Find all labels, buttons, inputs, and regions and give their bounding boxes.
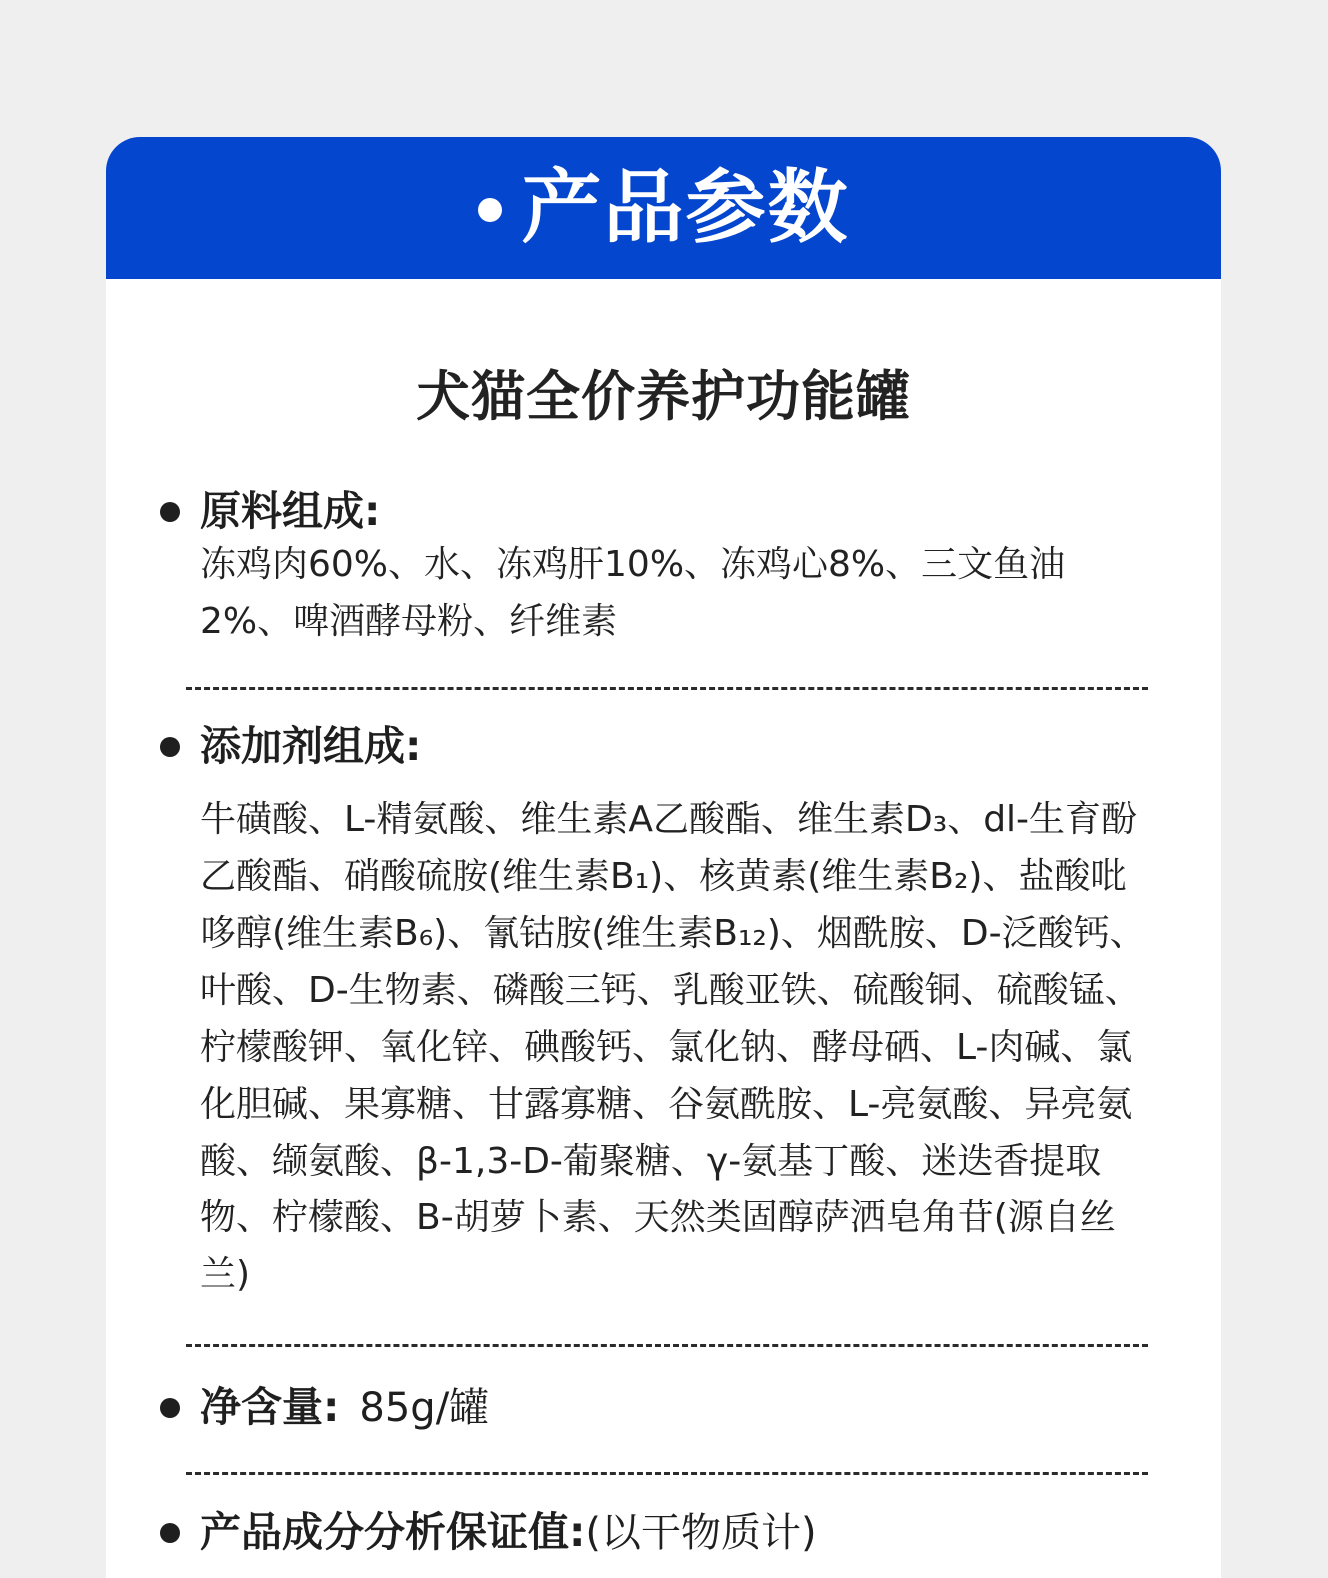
raw-materials-label: 原料组成: [200,487,381,535]
product-name: 犬猫全价养护功能罐 [416,365,911,428]
net-content-value: 85g/罐 [359,1384,490,1431]
net-content-label: 净含量: [200,1383,340,1431]
header-title: 产品参数 [521,161,850,254]
section-divider [186,1344,1148,1347]
additives-text: 牛磺酸、L-精氨酸、维生素A乙酸酯、维生素D₃、dl-生育酚乙酸酯、硝酸硫胺(维生素B₁)、核黄素(维生素B₂)、盐酸吡哆醇(维生素B₆)、氰钴胺(维生素B₁₂)、烟酰胺、D-泛酸钙、叶酸、D-生物素、磷酸三钙、乳酸亚铁、硫酸铜、硫酸锰、柠檬酸钾、氧化锌、碘酸钙、氯化钠、酵母硒、L-肉碱、氯化胆碱、果寡糖、甘露寡糖、谷氨酰胺、L-亮氨酸、异亮氨酸、缬氨酸、β-1,3-D-葡聚糖、γ-氨基丁酸、迷迭香提取物、柠檬酸、B-胡萝卜素、天然类固醇萨洒皂角苷(源自丝兰) [200,799,1146,1296]
guaranteed-analysis-section [160,1507,1155,1558]
raw-materials-section [160,486,1155,651]
bullet-dot-icon [160,1523,180,1543]
net-content-section [160,1382,1155,1433]
card-header [106,137,1221,279]
bullet-dot-icon [160,502,180,522]
guaranteed-analysis-label: 产品成分分析保证值: [200,1508,586,1556]
header-bullet-icon [478,198,502,222]
guaranteed-analysis-note: (以干物质计) [585,1509,817,1556]
raw-materials-heading [160,486,1155,537]
guaranteed-analysis-heading [160,1507,1155,1558]
additives-heading [160,721,1155,772]
product-parameters-card [106,137,1221,1578]
additives-section [160,721,1155,1304]
section-divider [186,687,1148,690]
bullet-dot-icon [160,737,180,757]
section-divider [186,1472,1148,1475]
raw-materials-text: 冻鸡肉60%、水、冻鸡肝10%、冻鸡心8%、三文鱼油2%、啤酒酵母粉、纤维素 [200,544,1066,643]
net-content-heading [160,1382,1155,1433]
additives-label: 添加剂组成: [200,722,422,770]
bullet-dot-icon [160,1398,180,1418]
